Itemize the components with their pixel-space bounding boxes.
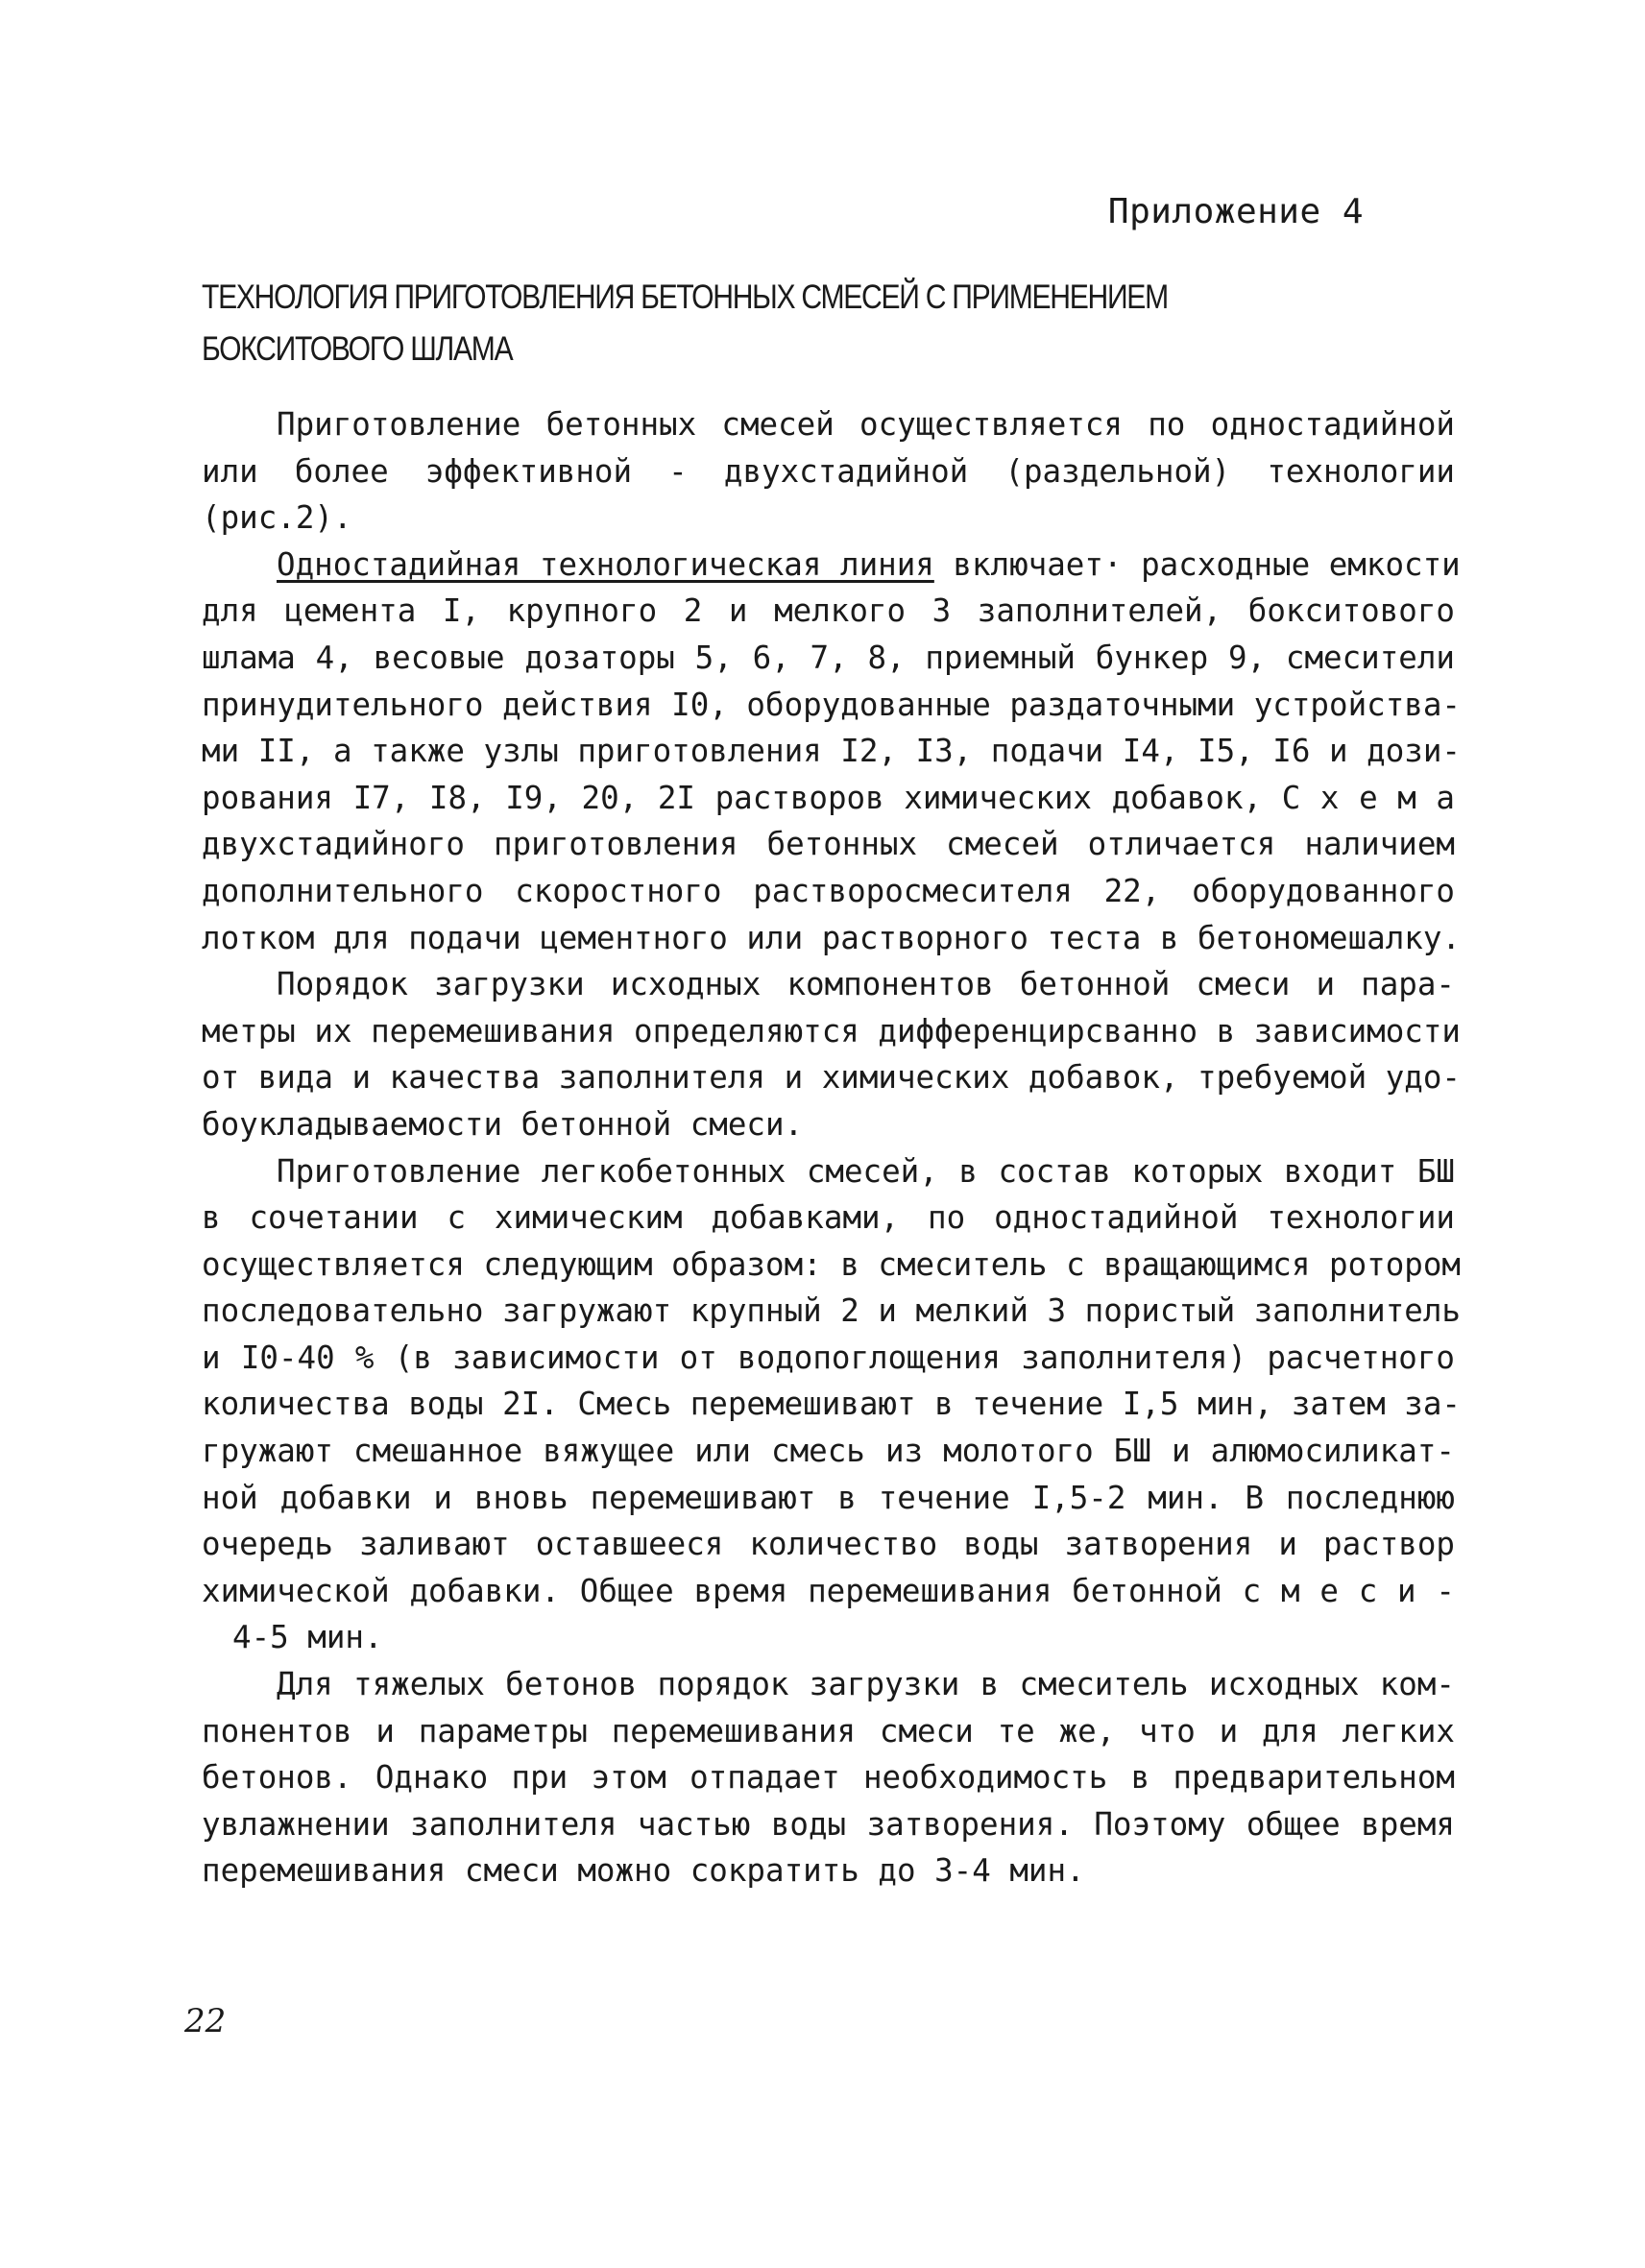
paragraph-1 [202, 401, 1455, 542]
text-line: лотком для подачи цементного или растворного теста в бетономешалку. [202, 919, 1461, 956]
text-line: шлама 4, весовые дозаторы 5, 6, 7, 8, приемный бункер 9, смесители [202, 639, 1455, 676]
text-line: (рис.2). [202, 499, 352, 537]
underlined-term: Одностадийная технологическая линия [277, 545, 934, 583]
text-line: Приготовление бетонных смесей осуществляется по одностадийной [277, 406, 1455, 443]
text-line: Порядок загрузки исходных компонентов бетонной смеси и пара- [277, 966, 1455, 1003]
text-line: очередь заливают оставшееся количество воды затворения и раствор [202, 1526, 1455, 1563]
text-line: боукладываемости бетонной смеси. [202, 1105, 804, 1143]
text-line: увлажнении заполнителя частью воды затворения. Поэтому общее время [202, 1805, 1455, 1843]
text-line: или более эффективной - двухстадийной (раздельной) технологии [202, 452, 1455, 490]
body-text [202, 401, 1461, 1894]
text-line: ми II, а также узлы приготовления I2, I3, подачи I4, I5, I6 и дози- [202, 733, 1461, 770]
text-line: дополнительного скоростного растворосмесителя 22, оборудованного [202, 872, 1455, 909]
title-line-2: БОКСИТОВОГО ШЛАМА [202, 330, 513, 368]
text-line: количества воды 2I. Смесь перемешивают в течение I,5 мин, затем за- [202, 1386, 1461, 1423]
text-line: гружают смешанное вяжущее или смесь из молотого БШ и алюмосиликат- [202, 1433, 1455, 1470]
document-title [202, 272, 1168, 375]
text-fragment: включает· расходные емкости [933, 545, 1461, 583]
text-line: принудительного действия I0, оборудованные раздаточными устройства- [202, 686, 1461, 723]
text-line: перемешивания смеси можно сократить до 3-4 мин. [202, 1852, 1085, 1890]
title-line-1: ТЕХНОЛОГИЯ ПРИГОТОВЛЕНИЯ БЕТОННЫХ СМЕСЕЙ С ПРИМЕНЕНИЕМ [202, 278, 1168, 316]
text-line: 4-5 мин. [232, 1619, 383, 1656]
paragraph-3 [202, 961, 1461, 1147]
text-line: осуществляется следующим образом: в смеситель с вращающимся ротором [202, 1245, 1461, 1283]
paragraph-2 [202, 542, 1461, 961]
text-line: для цемента I, крупного 2 и мелкого 3 заполнителей, бокситового [202, 592, 1455, 630]
paragraph-5 [202, 1661, 1455, 1894]
text-line [202, 542, 1461, 589]
appendix-label: Приложение 4 [1107, 192, 1364, 231]
text-line: химической добавки. Общее время перемешивания бетонной с м е с и - [202, 1572, 1455, 1609]
text-line: понентов и параметры перемешивания смеси те же, что и для легких [202, 1712, 1455, 1749]
paragraph-4 [202, 1148, 1461, 1662]
text-line: Для тяжелых бетонов порядок загрузки в смеситель исходных ком- [277, 1666, 1455, 1703]
text-line: от вида и качества заполнителя и химических добавок, требуемой удо- [202, 1059, 1461, 1097]
text-line: рования I7, I8, I9, 20, 2I растворов химических добавок, С х е м а [202, 779, 1455, 816]
text-line: двухстадийного приготовления бетонных смесей отличается наличием [202, 826, 1455, 863]
text-line: последовательно загружают крупный 2 и мелкий 3 пористый заполнитель [202, 1292, 1461, 1330]
text-line: бетонов. Однако при этом отпадает необходимость в предварительном [202, 1759, 1455, 1797]
text-line: метры их перемешивания определяются дифференцирсванно в зависимости [202, 1012, 1461, 1050]
text-line: в сочетании с химическим добавками, по одностадийной технологии [202, 1199, 1455, 1237]
text-line: Приготовление легкобетонных смесей, в состав которых входит БШ [277, 1152, 1455, 1190]
text-line: и I0-40 % (в зависимости от водопоглощения заполнителя) расчетного [202, 1339, 1455, 1376]
text-line: ной добавки и вновь перемешивают в течение I,5-2 мин. В последнюю [202, 1479, 1455, 1516]
page-number: 22 [184, 2002, 227, 2040]
